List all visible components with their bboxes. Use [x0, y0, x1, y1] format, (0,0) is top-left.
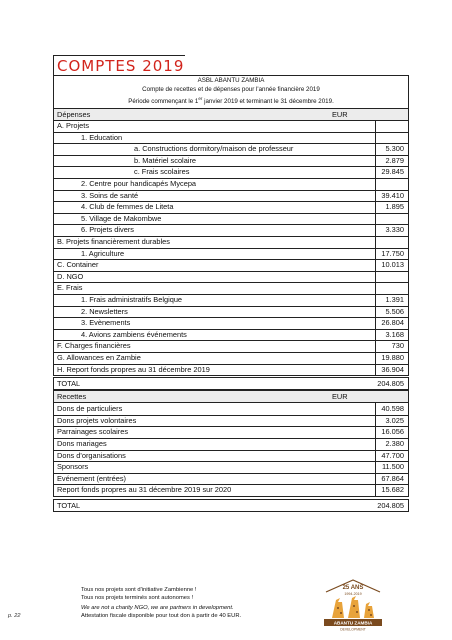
recettes-row-label: Report fonds propres au 31 décembre 2019 sur 2020	[57, 485, 232, 495]
depenses-row-label: 1. Agriculture	[81, 248, 125, 258]
recettes-row-value: 16.056	[381, 427, 404, 437]
depenses-row-value: 730	[391, 341, 404, 351]
recettes-header	[53, 390, 409, 403]
recettes-row-label: Dons de particuliers	[57, 404, 123, 414]
depenses-row-label: 1. Frais administratifs Belgique	[81, 295, 183, 304]
depenses-row-value: 1.391	[385, 295, 404, 304]
recettes-row-value: 2.380	[385, 438, 404, 448]
depenses-row-label: D. NGO	[57, 271, 84, 281]
depenses-row	[54, 329, 408, 340]
depenses-row-value: 39.410	[381, 190, 404, 200]
depenses-row-label: B. Projets financièrement durables	[57, 237, 170, 246]
recettes-row-value: 3.025	[385, 415, 404, 425]
recettes-row-label: Sponsors	[57, 462, 89, 472]
depenses-total-row	[53, 377, 409, 390]
recettes-header-label: Recettes	[57, 392, 87, 402]
giraffe-icon	[332, 596, 374, 618]
recettes-row	[54, 415, 408, 426]
recettes-row-value: 40.598	[381, 404, 404, 414]
depenses-row-label: 1. Education	[81, 132, 123, 142]
depenses-row	[54, 271, 408, 282]
recettes-row	[54, 438, 408, 449]
recettes-row	[54, 484, 408, 495]
logo-name-text: ABANTU ZAMBIA	[333, 620, 373, 626]
recettes-header-currency: EUR	[332, 392, 348, 402]
depenses-row-value: 2.879	[385, 155, 404, 165]
depenses-row-value: 29.845	[381, 167, 404, 177]
recettes-row	[54, 461, 408, 472]
recettes-row	[54, 473, 408, 484]
depenses-header-label: Dépenses	[57, 110, 91, 119]
depenses-row-label: E. Frais	[57, 283, 83, 293]
depenses-row-label: 5. Village de Makombwe	[81, 213, 162, 223]
depenses-row	[54, 248, 408, 259]
recettes-row	[54, 403, 408, 414]
depenses-row-label: a. Constructions dormitory/maison de professeur	[134, 144, 294, 154]
depenses-row	[54, 340, 408, 351]
recettes-total-label: TOTAL	[57, 501, 81, 510]
depenses-row-value: 26.804	[381, 318, 404, 328]
depenses-total-label: TOTAL	[57, 379, 81, 389]
recettes-row-label: Dons mariages	[57, 438, 107, 448]
depenses-row	[54, 132, 408, 143]
depenses-row-label: G. Allowances en Zambie	[57, 353, 141, 362]
depenses-row-label: C. Container	[57, 260, 99, 270]
depenses-row-label: F. Charges financières	[57, 341, 131, 351]
recettes-row	[54, 450, 408, 461]
recettes-row	[54, 426, 408, 437]
depenses-row	[54, 294, 408, 305]
depenses-row	[54, 166, 408, 177]
depenses-row-label: 2. Newsletters	[81, 306, 128, 316]
depenses-row-value: 10.013	[381, 260, 404, 270]
logo-badge-text: 25 ANS	[342, 585, 364, 591]
footer-line-4: Attestation fiscale disponible pour tout don à partir de 40 EUR.	[81, 613, 242, 619]
footer-line-1: Tous nos projets sont d'initiative Zambienne !	[81, 587, 197, 593]
recettes-row-value: 67.864	[381, 473, 404, 483]
depenses-row-value: 19.880	[381, 353, 404, 362]
footer-line-2: Tous nos projets terminés sont autonomes !	[81, 595, 194, 601]
depenses-row-value: 5.506	[385, 306, 404, 316]
depenses-row	[54, 317, 408, 328]
depenses-row-label: 2. Centre pour handicapés Mycepa	[81, 179, 197, 188]
depenses-header-currency: EUR	[332, 110, 348, 119]
depenses-row	[54, 155, 408, 166]
depenses-row	[54, 224, 408, 235]
recettes-row-value: 11.500	[381, 462, 404, 472]
logo-tagline-text: DEVELOPMENT	[340, 627, 366, 632]
depenses-row-label: c. Frais scolaires	[134, 167, 190, 177]
page-number: p. 22	[8, 613, 21, 619]
recettes-total-row	[53, 499, 409, 512]
depenses-row	[54, 259, 408, 270]
depenses-row	[54, 213, 408, 224]
recettes-row-label: Parrainages scolaires	[57, 427, 129, 437]
recettes-row-value: 47.700	[381, 450, 404, 460]
recettes-row-value: 15.682	[381, 485, 404, 495]
logo-years-text: 1994-2019	[344, 592, 362, 596]
depenses-row-value: 1.895	[385, 202, 404, 212]
depenses-row	[54, 306, 408, 317]
depenses-row-label: 3. Evènements	[81, 318, 131, 328]
depenses-row-value: 3.168	[385, 329, 404, 339]
depenses-row	[54, 143, 408, 154]
depenses-frame	[53, 120, 409, 376]
report-subtitle: Compte de recettes et de dépenses pour l'année financière 2019	[142, 86, 320, 93]
depenses-total-value: 204.805	[377, 379, 404, 389]
org-name: ASBL ABANTU ZAMBIA	[197, 77, 265, 84]
depenses-row	[54, 282, 408, 293]
depenses-row-label: 3. Soins de santé	[81, 190, 139, 200]
depenses-row-value: 5.300	[385, 144, 404, 154]
depenses-row-label: 4. Club de femmes de Liteta	[81, 202, 174, 212]
depenses-row-value: 36.904	[381, 364, 404, 374]
depenses-row-value: 17.750	[381, 248, 404, 258]
recettes-row-label: Evénement (entrées)	[57, 473, 127, 483]
depenses-row-label: 6. Projets divers	[81, 225, 134, 235]
depenses-row	[54, 120, 408, 131]
footer-line-3: We are not a charity NGO, we are partners in development.	[81, 605, 234, 611]
depenses-row-label: H. Report fonds propres au 31 décembre 2019	[57, 364, 210, 374]
depenses-row-label: b. Matériel scolaire	[134, 155, 197, 165]
page-title: COMPTES 2019	[57, 57, 185, 75]
recettes-row-label: Dons projets volontaires	[57, 415, 137, 425]
depenses-row	[54, 352, 408, 363]
recettes-row-label: Dons d'organisations	[57, 450, 126, 460]
depenses-row-value: 3.330	[385, 225, 404, 235]
depenses-row	[54, 236, 408, 247]
depenses-row	[54, 190, 408, 201]
depenses-row-label: A. Projets	[57, 121, 90, 130]
depenses-row	[54, 201, 408, 212]
report-period: Période commençant le 1er janvier 2019 et terminant le 31 décembre 2019.	[128, 96, 334, 106]
abantu-zambia-logo	[318, 578, 388, 632]
depenses-row-label: 4. Avions zambiens événements	[81, 329, 187, 339]
recettes-frame	[53, 403, 409, 497]
depenses-row	[54, 178, 408, 189]
depenses-row	[54, 364, 408, 375]
recettes-total-value: 204.805	[377, 501, 404, 510]
report-header	[53, 75, 409, 110]
